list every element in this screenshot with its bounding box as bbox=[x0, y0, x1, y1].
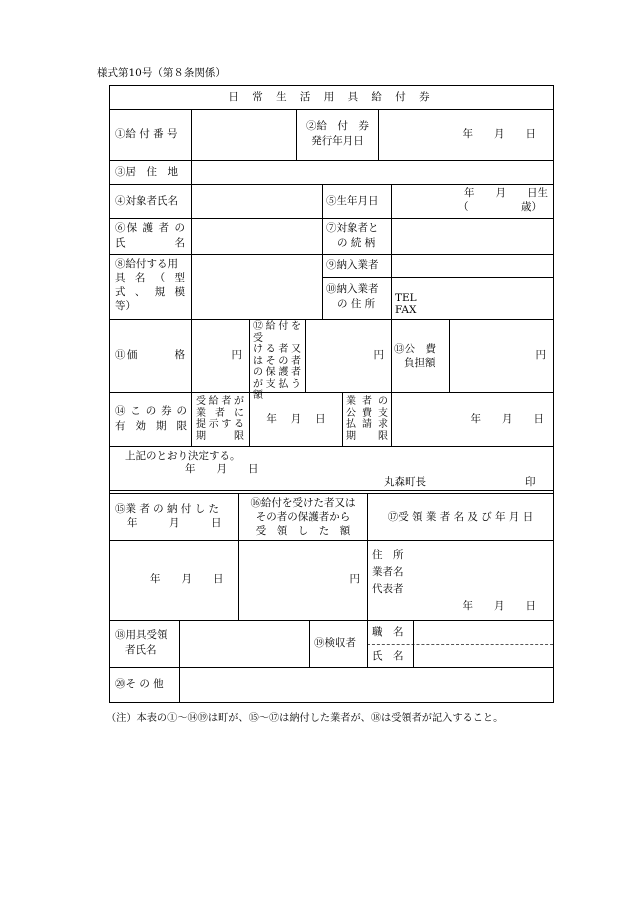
delivery-date-value[interactable]: 年 月 日 bbox=[150, 573, 224, 585]
seal-label: 印 bbox=[525, 476, 536, 488]
inspector-name-label: 氏 名 bbox=[372, 650, 404, 662]
self-payment-line: ⑫給付を受 bbox=[253, 321, 301, 344]
claim-line: 公費支 bbox=[346, 407, 388, 419]
label-issue-date-2: 発行年月日 bbox=[311, 135, 364, 147]
label-claim-deadline bbox=[346, 396, 388, 442]
field-address[interactable] bbox=[192, 161, 553, 184]
label-other: ⑳そ の 他 bbox=[115, 678, 164, 690]
field-relation[interactable] bbox=[392, 219, 553, 254]
field-guardian-name[interactable] bbox=[192, 219, 322, 254]
claim-deadline-value[interactable]: 年 月 日 bbox=[470, 413, 544, 425]
present-line: 受給者が bbox=[196, 396, 244, 407]
self-payment-line: 額 bbox=[253, 390, 263, 401]
decision-text: 上記のとおり決定する。 bbox=[125, 450, 241, 462]
label-guardian-2: 氏 名 bbox=[115, 237, 185, 249]
self-payment-line: の保護者 bbox=[253, 367, 301, 378]
label-delivery-1: ⑮業 者 の 納 付 し た bbox=[115, 503, 220, 515]
present-deadline-value[interactable]: 年 月 日 bbox=[266, 413, 326, 425]
present-line: 期 限 bbox=[196, 430, 244, 442]
label-guardian-1: ⑥保 護 者 の bbox=[115, 222, 185, 234]
label-received-3: 受 領 し た 額 bbox=[255, 525, 351, 537]
label-item-3: 式、規模 bbox=[115, 286, 185, 298]
form-title: 日 常 生 活 用 具 給 付 券 bbox=[228, 91, 435, 103]
label-received-1: ⑯給付を受けた者又は bbox=[250, 497, 356, 509]
inspector-title-label: 職 名 bbox=[372, 626, 404, 638]
claim-line: 業者の bbox=[346, 396, 388, 407]
birthdate-value[interactable]: 年 月 日生 bbox=[464, 187, 548, 199]
label-birthdate: ⑤生年月日 bbox=[326, 195, 379, 207]
price-yen[interactable]: 円 bbox=[231, 349, 242, 361]
label-received-2: その者の保護者から bbox=[255, 511, 351, 523]
field-benefit-number[interactable] bbox=[192, 110, 296, 160]
claim-line: 払請求 bbox=[346, 419, 388, 430]
label-valid-2: 有 効 期 限 bbox=[115, 420, 187, 432]
self-payment-line: が支払う bbox=[253, 378, 301, 390]
self-payment-yen[interactable]: 円 bbox=[373, 349, 384, 361]
label-delivery-2: 年 月 日 bbox=[127, 517, 222, 529]
decision-date[interactable]: 年 月 日 bbox=[185, 463, 259, 475]
field-recipient-name[interactable] bbox=[180, 621, 309, 667]
form-number-header: 様式第10号（第８条関係） bbox=[97, 67, 226, 79]
public-yen[interactable]: 円 bbox=[535, 349, 546, 361]
label-relation-1: ⑦対象者と bbox=[326, 222, 379, 234]
footnote: （注）本表の①～⑭⑲は町が、⑮～⑰は納付した業者が、⑱は受領者が記入すること。 bbox=[106, 713, 504, 724]
field-other[interactable] bbox=[180, 668, 553, 702]
mayor-label: 丸森町長 bbox=[384, 476, 426, 488]
label-benefit-number: ①給 付 番 号 bbox=[115, 128, 178, 140]
label-price: ⑪価 格 bbox=[115, 349, 185, 361]
label-valid-1: ⑭この券の bbox=[115, 405, 187, 417]
field-vendor[interactable] bbox=[392, 255, 553, 277]
present-line: 業 者 に bbox=[196, 407, 244, 419]
field-item-name[interactable] bbox=[192, 255, 322, 319]
label-recipient-2: 者氏名 bbox=[125, 644, 157, 656]
label-inspector: ⑲検収者 bbox=[314, 637, 356, 649]
self-payment-line: ける者又 bbox=[253, 344, 301, 355]
representative-label: 代表者 bbox=[372, 583, 404, 595]
issue-date-value[interactable]: 年 月 日 bbox=[462, 128, 536, 140]
label-public-1: ⑬公 費 bbox=[394, 343, 436, 355]
label-recipient-1: ⑱用具受領 bbox=[115, 629, 168, 641]
label-issue-date-1: ②給 付 券 bbox=[306, 120, 369, 132]
label-vendor-address-2: の 住 所 bbox=[337, 298, 376, 310]
label-public-2: 負担額 bbox=[404, 357, 436, 369]
label-item-2: 具名（型 bbox=[115, 272, 185, 284]
vendor-name-label: 業者名 bbox=[372, 566, 404, 578]
label-relation-2: の 続 柄 bbox=[337, 237, 376, 249]
receipt-date-value[interactable]: 年 月 日 bbox=[462, 600, 536, 612]
label-item-4: 等） bbox=[115, 300, 136, 312]
label-item-1: ⑧給付する用 bbox=[115, 258, 178, 270]
vendor-address-label: 住 所 bbox=[372, 549, 404, 561]
tel-label: TEL bbox=[395, 292, 417, 304]
claim-line: 期 限 bbox=[346, 430, 388, 442]
age-value[interactable]: （ 歳） bbox=[458, 201, 542, 213]
label-target-name: ④対象者氏名 bbox=[115, 195, 178, 207]
fax-label: FAX bbox=[395, 304, 417, 316]
label-address: ③居 住 地 bbox=[115, 166, 178, 178]
self-payment-line: はその者 bbox=[253, 355, 301, 367]
label-receipt: ⑰受 領 業 者 名 及 び 年 月 日 bbox=[387, 511, 534, 523]
present-line: 提示する bbox=[196, 419, 244, 430]
field-target-name[interactable] bbox=[192, 185, 322, 218]
field-inspector-title[interactable] bbox=[414, 621, 553, 644]
label-vendor-address-1: ⑩納入業者 bbox=[326, 283, 379, 295]
received-yen[interactable]: 円 bbox=[349, 573, 360, 585]
label-self-payment bbox=[253, 321, 301, 402]
field-inspector-name[interactable] bbox=[414, 645, 553, 667]
label-vendor: ⑨納入業者 bbox=[326, 259, 379, 271]
label-present-deadline bbox=[196, 396, 244, 442]
